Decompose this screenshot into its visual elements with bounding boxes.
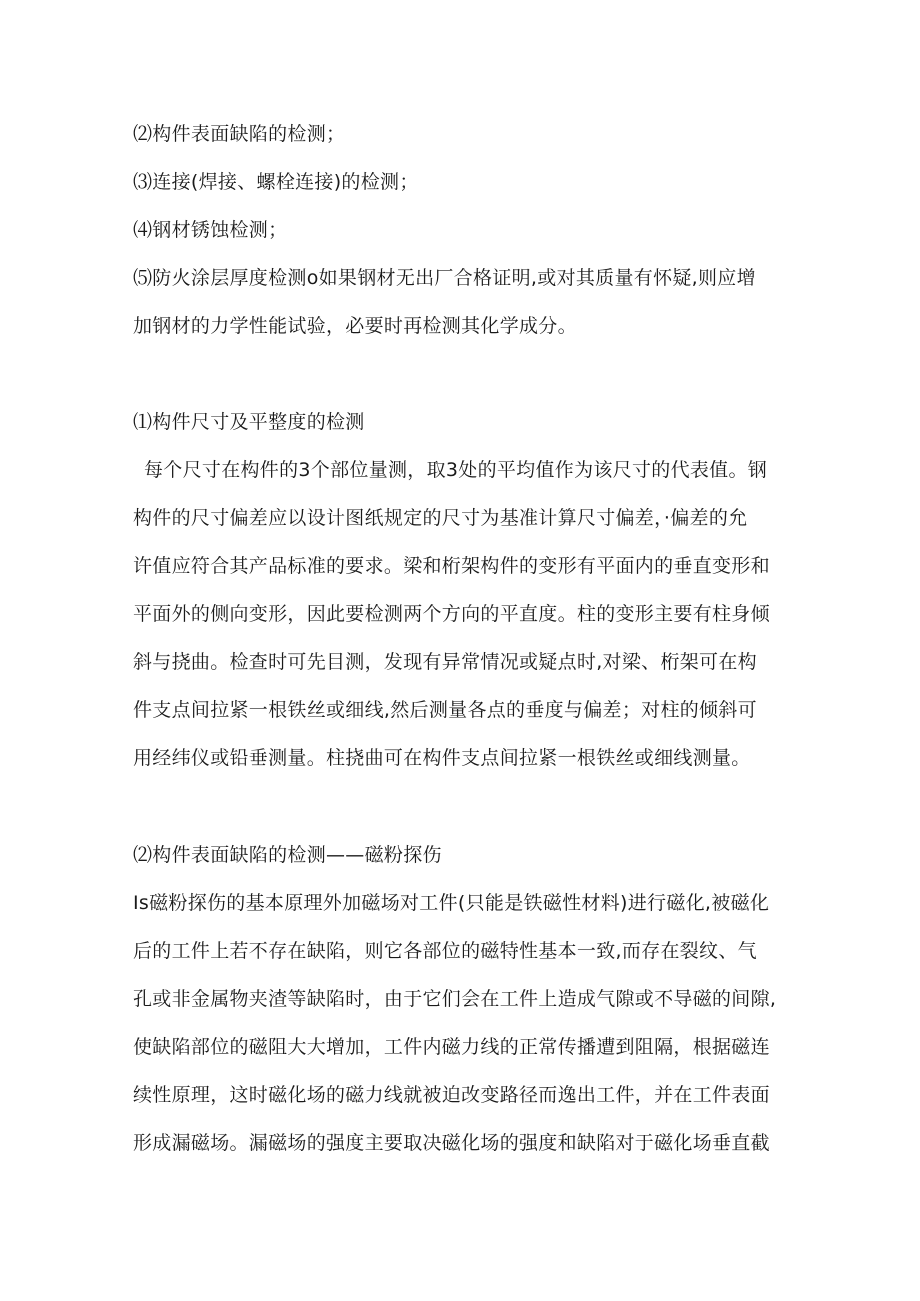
list-item-5: ⑸防火涂层厚度检测o如果钢材无出厂合格证明,或对其质量有怀疑,则应增 — [133, 267, 756, 289]
section-1-heading: ⑴构件尺寸及平整度的检测 — [133, 411, 365, 433]
section-2-line: 使缺陷部位的磁阻大大增加，工件内磁力线的正常传播遭到阻隔，根据磁连 — [133, 1036, 770, 1058]
section-1-line: 斜与挠曲。检查时可先目测，发现有异常情况或疑点时,对梁、桁架可在构 — [133, 651, 757, 673]
list-item-4: ⑷钢材锈蚀检测； — [133, 219, 288, 241]
section-1-line: 件支点间拉紧一根铁丝或细线,然后测量各点的垂度与偏差；对柱的倾斜可 — [133, 699, 757, 721]
section-2-line: 续性原理，这时磁化场的磁力线就被迫改变路径而逸出工件，并在工件表面 — [133, 1084, 770, 1106]
section-2-line: Is磁粉探伤的基本原理外加磁场对工件(只能是铁磁性材料)进行磁化,被磁化 — [133, 892, 770, 914]
list-item-2: ⑵构件表面缺陷的检测； — [133, 123, 346, 145]
list-item-3: ⑶连接(焊接、螺栓连接)的检测； — [133, 171, 419, 193]
section-1-line: 构件的尺寸偏差应以设计图纸规定的尺寸为基准计算尺寸偏差，·偏差的允 — [133, 507, 748, 529]
section-1-line: 用经纬仪或铅垂测量。柱挠曲可在构件支点间拉紧一根铁丝或细线测量。 — [133, 747, 751, 769]
section-2-line: 孔或非金属物夹渣等缺陷时，由于它们会在工件上造成气隙或不导磁的间隙, — [133, 988, 777, 1010]
section-2-line: 形成漏磁场。漏磁场的强度主要取决磁化场的强度和缺陷对于磁化场垂直截 — [133, 1132, 770, 1154]
section-1-line: 许值应符合其产品标准的要求。梁和桁架构件的变形有平面内的垂直变形和 — [133, 555, 770, 577]
section-2-heading: ⑵构件表面缺陷的检测——磁粉探伤 — [133, 844, 442, 866]
section-1-line: 每个尺寸在构件的3个部位量测，取3处的平均值作为该尺寸的代表值。钢 — [144, 459, 768, 481]
list-item-5-continued: 加钢材的力学性能试验，必要时再检测其化学成分。 — [133, 315, 577, 337]
section-2-line: 后的工件上若不存在缺陷，则它各部位的磁特性基本一致,而存在裂纹、气 — [133, 940, 757, 962]
section-1-line: 平面外的侧向变形，因此要检测两个方向的平直度。柱的变形主要有柱身倾 — [133, 603, 770, 625]
